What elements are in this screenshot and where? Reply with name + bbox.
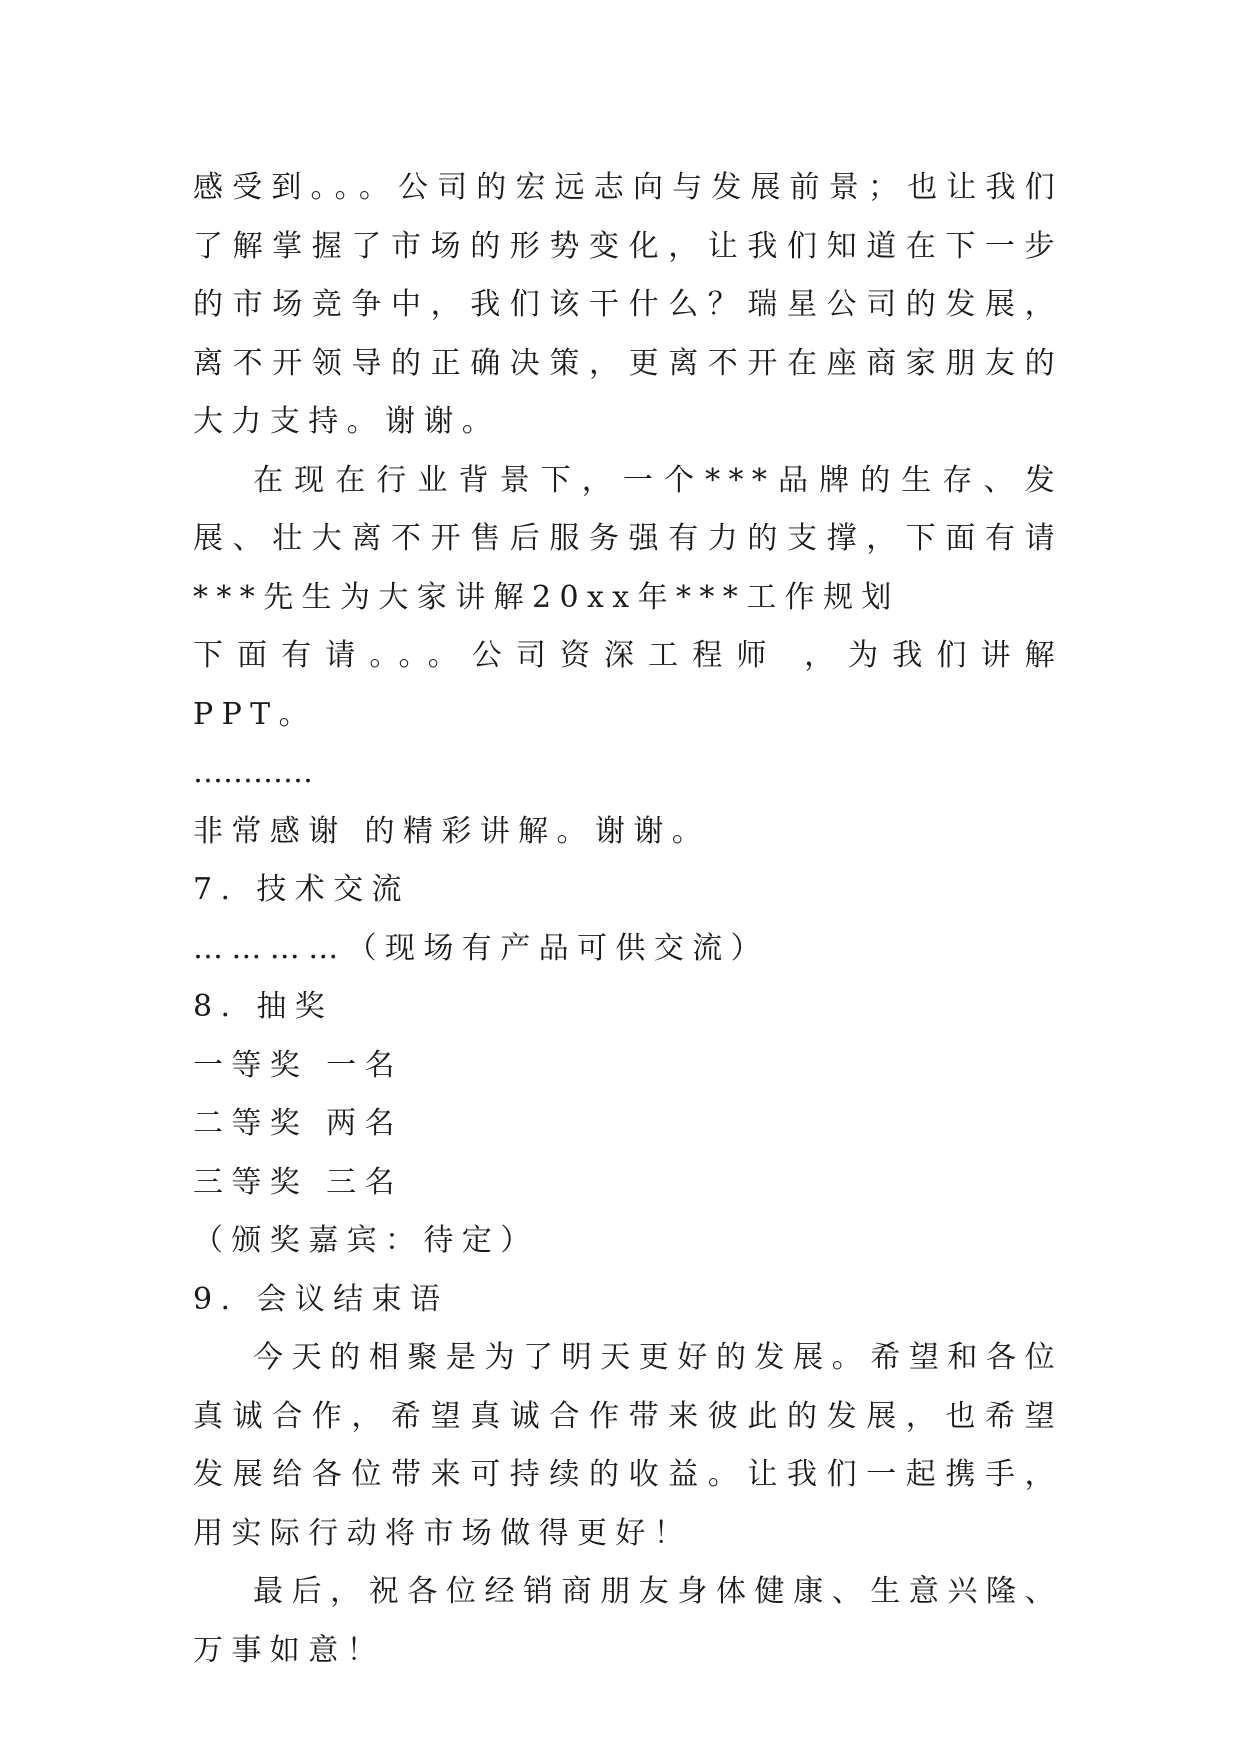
paragraph-tech-exchange-note: …………（现场有产品可供交流） (193, 930, 769, 966)
paragraph-final-wishes: 最后，祝各位经销商朋友身体健康、生意兴隆、万事如意！ (193, 1574, 1063, 1668)
document-body (193, 159, 1063, 1680)
paragraph-closing-remarks: 今天的相聚是为了明天更好的发展。希望和各位真诚合作，希望真诚合作带来彼此的发展，也希望发展给各位带来可持续的收益。让我们一起携手，用实际行动将市场做得更好！ (193, 1340, 1063, 1551)
section-heading-closing-remarks: 9. 会议结束语 (193, 1281, 449, 1317)
prize-third: 三等奖 三名 (193, 1164, 403, 1200)
prize-first: 一等奖 一名 (193, 1047, 403, 1083)
paragraph-intro-continuation: 感受到。。。公司的宏远志向与发展前景；也让我们了解掌握了市场的形势变化，让我们知道在下一步的市场竞争中，我们该干什么？瑞星公司的发展，离不开领导的正确决策，更离不开在座商家朋友的大力支持。谢谢。 (193, 170, 1063, 439)
prize-second: 二等奖 两名 (193, 1106, 403, 1141)
paragraph-after-sales-service: 在现在行业背景下，一个***品牌的生存、发展、壮大离不开售后服务强有力的支撑，下面有请***先生为大家讲解20xx年***工作规划 (193, 462, 1063, 615)
paragraph-thanks: 非常感谢 的精彩讲解。谢谢。 (193, 813, 711, 849)
paragraph-award-guest: （颁奖嘉宾：待定） (193, 1223, 539, 1258)
section-heading-tech-exchange: 7. 技术交流 (193, 872, 410, 907)
section-heading-lottery: 8. 抽奖 (193, 989, 334, 1024)
paragraph-engineer-ppt: 下面有请。。。公司资深工程师 ，为我们讲解PPT。 (193, 638, 1063, 732)
paragraph-ellipsis: ………… (193, 755, 313, 790)
